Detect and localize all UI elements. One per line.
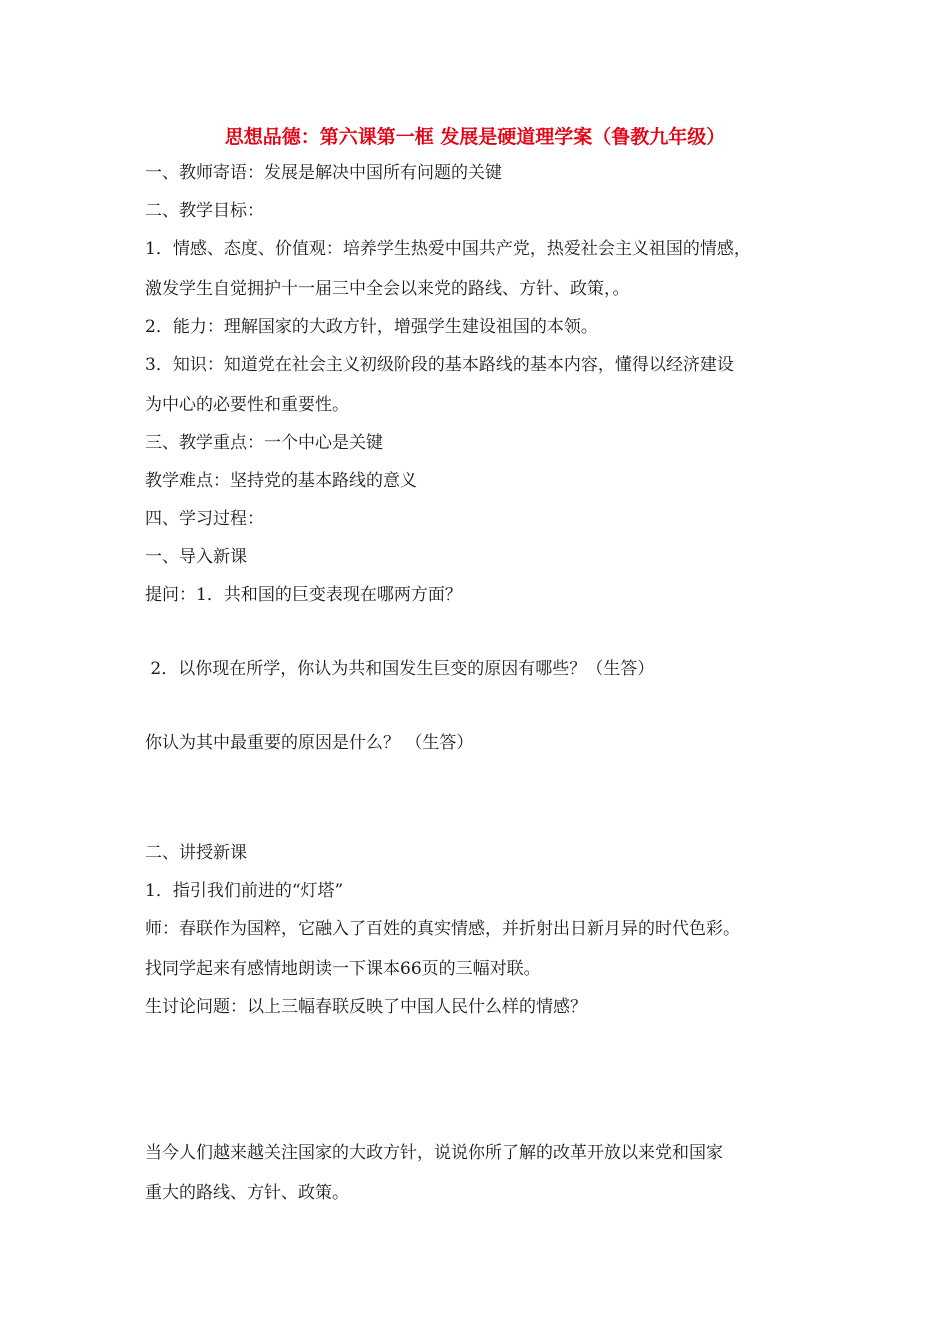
text-line-goal-1b: 激发学生自觉拥护十一届三中全会以来党的路线、方针、政策，。	[145, 279, 630, 299]
text-line-difficult-point: 教学难点：坚持党的基本路线的意义	[145, 471, 417, 491]
text-line-question-3: 你认为其中最重要的原因是什么？ （生答）	[145, 733, 474, 753]
text-line-question-1: 提问：1．共和国的巨变表现在哪两方面？	[145, 585, 462, 605]
text-line-question-2: 2．以你现在所学，你认为共和国发生巨变的原因有哪些？（生答）	[145, 659, 655, 679]
text-line-goal-2: 2．能力：理解国家的大政方针，增强学生建设祖国的本领。	[145, 317, 598, 337]
text-line-intro-section: 一、导入新课	[145, 547, 247, 567]
text-line-discussion: 生讨论问题：以上三幅春联反映了中国人民什么样的情感？	[145, 997, 587, 1017]
text-line-lighthouse: 1．指引我们前进的“灯塔”	[145, 881, 344, 901]
text-line-teacher-couplets: 师：春联作为国粹，它融入了百姓的真实情感，并折射出日新月异的时代色彩。	[145, 919, 740, 939]
document-title: 思想品德：第六课第一框 发展是硬道理学案（鲁教九年级）	[224, 126, 726, 148]
text-line-policy-question-b: 重大的路线、方针、政策。	[145, 1183, 349, 1203]
text-line-teaching-goals: 二、教学目标：	[145, 201, 264, 221]
text-line-policy-question-a: 当今人们越来越关注国家的大政方针，说说你所了解的改革开放以来党和国家	[145, 1143, 723, 1163]
text-line-read-couplets: 找同学起来有感情地朗读一下课本66页的三幅对联。	[145, 959, 541, 979]
text-line-teacher-message: 一、教师寄语：发展是解决中国所有问题的关键	[145, 163, 502, 183]
text-line-key-point: 三、教学重点：一个中心是关键	[145, 433, 383, 453]
text-line-learning-process: 四、学习过程：	[145, 509, 264, 529]
text-line-new-lesson: 二、讲授新课	[145, 843, 247, 863]
text-line-goal-3a: 3．知识：知道党在社会主义初级阶段的基本路线的基本内容，懂得以经济建设	[145, 355, 734, 375]
text-line-goal-1a: 1．情感、态度、价值观：培养学生热爱中国共产党，热爱社会主义祖国的情感，	[145, 239, 751, 259]
text-line-goal-3b: 为中心的必要性和重要性。	[145, 395, 349, 415]
